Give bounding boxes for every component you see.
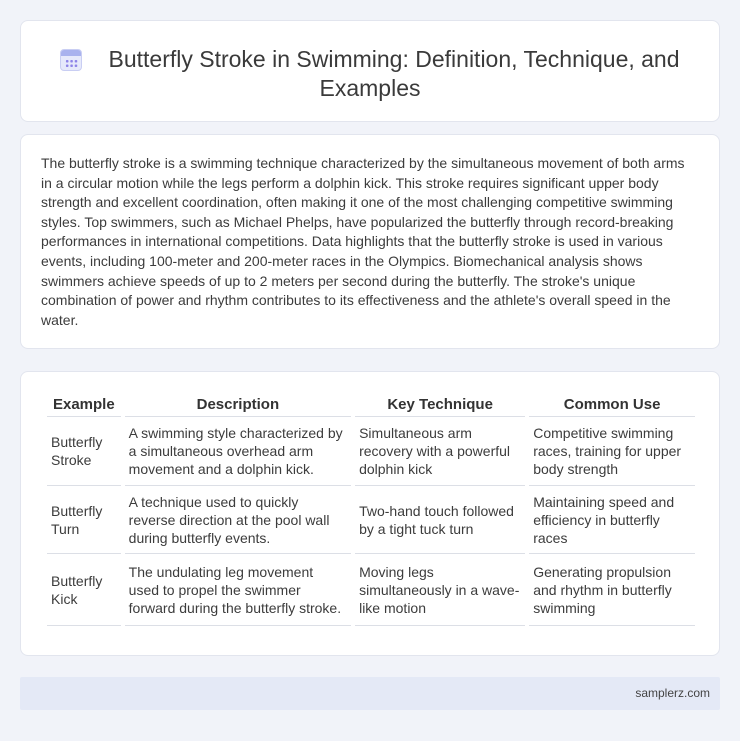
header-key-technique: Key Technique bbox=[355, 394, 525, 417]
cell-common-use: Competitive swimming races, training for upper body strength bbox=[529, 417, 695, 486]
title-card bbox=[20, 20, 720, 122]
cell-common-use: Maintaining speed and efficiency in butterfly races bbox=[529, 486, 695, 554]
page-title-wrap bbox=[21, 45, 719, 103]
header-description: Description bbox=[125, 394, 351, 417]
intro-card bbox=[20, 134, 720, 349]
table-row bbox=[47, 554, 695, 626]
cell-key-technique: Moving legs simultaneously in a wave-like motion bbox=[355, 554, 525, 626]
cell-example: Butterfly Kick bbox=[47, 554, 121, 626]
footer-site-link[interactable]: samplerz.com bbox=[635, 686, 710, 700]
intro-paragraph: The butterfly stroke is a swimming technique characterized by the simultaneous movement of both arms in a circular motion while the legs perform a dolphin kick. This stroke requires significant upper body strength and excellent coordination, often making it one of the most challenging competitive swimming styles. Top swimmers, such as Michael Phelps, have popularized the butterfly through record-breaking performances in international competitions. Data highlights that the butterfly stroke is used in various events, including 100-meter and 200-meter races in the Olympics. Biomechanical analysis shows swimmers achieve speeds of up to 2 meters per second during the butterfly. The stroke's unique combination of power and rhythm contributes to its effectiveness and the athlete's overall speed in the water. bbox=[41, 155, 685, 328]
cell-description: The undulating leg movement used to propel the swimmer forward during the butterfly stroke. bbox=[125, 554, 351, 626]
table-row bbox=[47, 486, 695, 554]
calendar-icon bbox=[60, 49, 82, 71]
cell-common-use: Generating propulsion and rhythm in butterfly swimming bbox=[529, 554, 695, 626]
examples-table bbox=[43, 394, 699, 626]
cell-example: Butterfly Turn bbox=[47, 486, 121, 554]
footer-bar bbox=[20, 677, 720, 710]
cell-description: A technique used to quickly reverse direction at the pool wall during butterfly events. bbox=[125, 486, 351, 554]
cell-key-technique: Simultaneous arm recovery with a powerful dolphin kick bbox=[355, 417, 525, 486]
cell-description: A swimming style characterized by a simultaneous overhead arm movement and a dolphin kick. bbox=[125, 417, 351, 486]
header-example: Example bbox=[47, 394, 121, 417]
table-header-row bbox=[47, 394, 695, 417]
table-row bbox=[47, 417, 695, 486]
cell-key-technique: Two-hand touch followed by a tight tuck turn bbox=[355, 486, 525, 554]
cell-example: Butterfly Stroke bbox=[47, 417, 121, 486]
header-common-use: Common Use bbox=[529, 394, 695, 417]
page-title: Butterfly Stroke in Swimming: Definition, Technique, and Examples bbox=[108, 46, 680, 101]
table-card bbox=[20, 371, 720, 656]
